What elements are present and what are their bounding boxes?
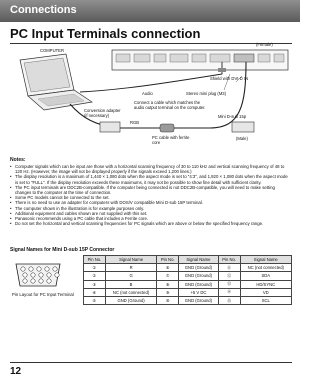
table-cell: ⑬ [218, 280, 240, 288]
table-cell: SDA [240, 272, 291, 280]
column-header: Pin No. [84, 256, 106, 264]
column-header: Pin No. [157, 256, 179, 264]
table-cell: ⑥ [157, 264, 179, 272]
adapter-label: Conversion adapter (if necessary) [84, 108, 121, 118]
table-cell: ⑤ [84, 296, 106, 304]
table-cell: SCL [240, 296, 291, 304]
laptop-illustration [20, 54, 92, 110]
table-row [84, 264, 292, 272]
table-cell: ② [84, 272, 106, 280]
page-title: PC Input Terminals connection [10, 26, 201, 41]
shield-label: Shield with DVI-D IN [210, 76, 249, 81]
note-item: • Do not set the horizontal and vertical scanning frequencies for PC signals which are above or below the specified frequency range. [10, 221, 292, 226]
ferrite-core [160, 124, 174, 132]
connect-note: Connect a cable which matches the audio output terminal on the computer. [134, 100, 206, 110]
pc-cable-label: PC cable with ferrite core [152, 135, 190, 145]
mini-dsub-plug [232, 122, 254, 132]
table-cell: ③ [84, 280, 106, 288]
section-title: Connections [10, 4, 77, 16]
dsub-connector-icon [14, 262, 62, 288]
table-cell: NC (not connected) [240, 264, 291, 272]
table-cell: HD/SYNC [240, 280, 291, 288]
table-cell: ⑨ [157, 288, 179, 296]
table-header-row [84, 256, 292, 264]
footer-divider [10, 362, 292, 363]
note-item: • Additional equipment and cables shown are not supplied with this set. [10, 211, 292, 216]
table-cell: GND (Ground) [179, 264, 219, 272]
note-item: • The display resolution is a maximum of 1,440 × 1,080 dots when the aspect mode is set to "4:3", and 1,920 × 1,080 dots when the aspect mode is set to "FULL". If the display resolution exceeds these maximums, it may not be possible to show fine detail with sufficient clarity. [10, 174, 292, 184]
table-cell: GND (Ground) [105, 296, 156, 304]
table-cell: ⑧ [157, 280, 179, 288]
signal-table [83, 255, 292, 305]
audio-label: Audio [142, 91, 153, 96]
table-cell: R [105, 264, 156, 272]
table-cell: G [105, 272, 156, 280]
table-cell: GND (Ground) [179, 272, 219, 280]
male-label: (Male) [236, 136, 248, 141]
table-cell: B [105, 280, 156, 288]
female-label: (Female) [256, 42, 273, 47]
notes-list [10, 164, 292, 226]
note-item: • The computer shown in the illustration is for example purposes only. [10, 206, 292, 211]
notes-section [10, 157, 292, 226]
table-cell: ⑩ [157, 296, 179, 304]
column-header: Signal Name [240, 256, 291, 264]
connection-diagram [10, 42, 292, 154]
rgb-label: RGB [130, 120, 140, 125]
note-item: • There is no need to use an adapter for computers with DOS/V compatible Mini D-sub 15P terminal. [10, 200, 292, 205]
table-cell: ⑫ [218, 272, 240, 280]
column-header: Signal Name [105, 256, 156, 264]
display-rear-panel [112, 50, 288, 70]
table-cell: NC (not connected) [105, 288, 156, 296]
table-cell: ① [84, 264, 106, 272]
audio-plug [218, 68, 226, 72]
table-cell: ⑦ [157, 272, 179, 280]
computer-label: COMPUTER [40, 48, 64, 53]
table-cell: ④ [84, 288, 106, 296]
page-number: 12 [10, 366, 22, 377]
table-cell: ⑭ [218, 288, 240, 296]
stereo-plug-label: Stereo mini plug (M3) [186, 91, 227, 96]
conversion-adapter [100, 122, 120, 132]
table-cell: +5 V DC [179, 288, 219, 296]
table-row [84, 272, 292, 280]
note-item: • Panasonic recommends using a PC cable that includes a Ferrite core. [10, 216, 292, 221]
note-item: • Some PC models cannot be connected to the set. [10, 195, 292, 200]
section-header-bar [0, 0, 300, 22]
table-cell: ⑪ [218, 264, 240, 272]
table-cell: GND (Ground) [179, 296, 219, 304]
notes-heading: Notes: [10, 157, 26, 163]
signal-section-heading: Signal Names for Mini D-sub 15P Connector [10, 247, 115, 253]
table-cell: ⑮ [218, 296, 240, 304]
column-header: Pin No. [218, 256, 240, 264]
title-divider [10, 43, 292, 44]
note-item: • The PC input terminals are DDC2B-compatible. If the computer being connected is not DDC2B-compatible, you will need to make setting changes to the computer at the time of connection. [10, 185, 292, 195]
table-row [84, 296, 292, 304]
table-row [84, 288, 292, 296]
pin-layout-caption: Pin Layout for PC Input Terminal [12, 292, 74, 297]
column-header: Signal Name [179, 256, 219, 264]
mini-dsub-label: Mini D-sub 15p [218, 114, 247, 119]
pin-layout-diagram [14, 262, 62, 288]
table-cell: VD [240, 288, 291, 296]
table-cell: GND (Ground) [179, 280, 219, 288]
note-item: • Computer signals which can be input are those with a horizontal scanning frequency of 30 to 110 kHz and vertical scanning frequency of 48 to 120 Hz. (However, the image will not be displayed properly if the signals exceed 1,200 lines.) [10, 164, 292, 174]
table-row [84, 280, 292, 288]
